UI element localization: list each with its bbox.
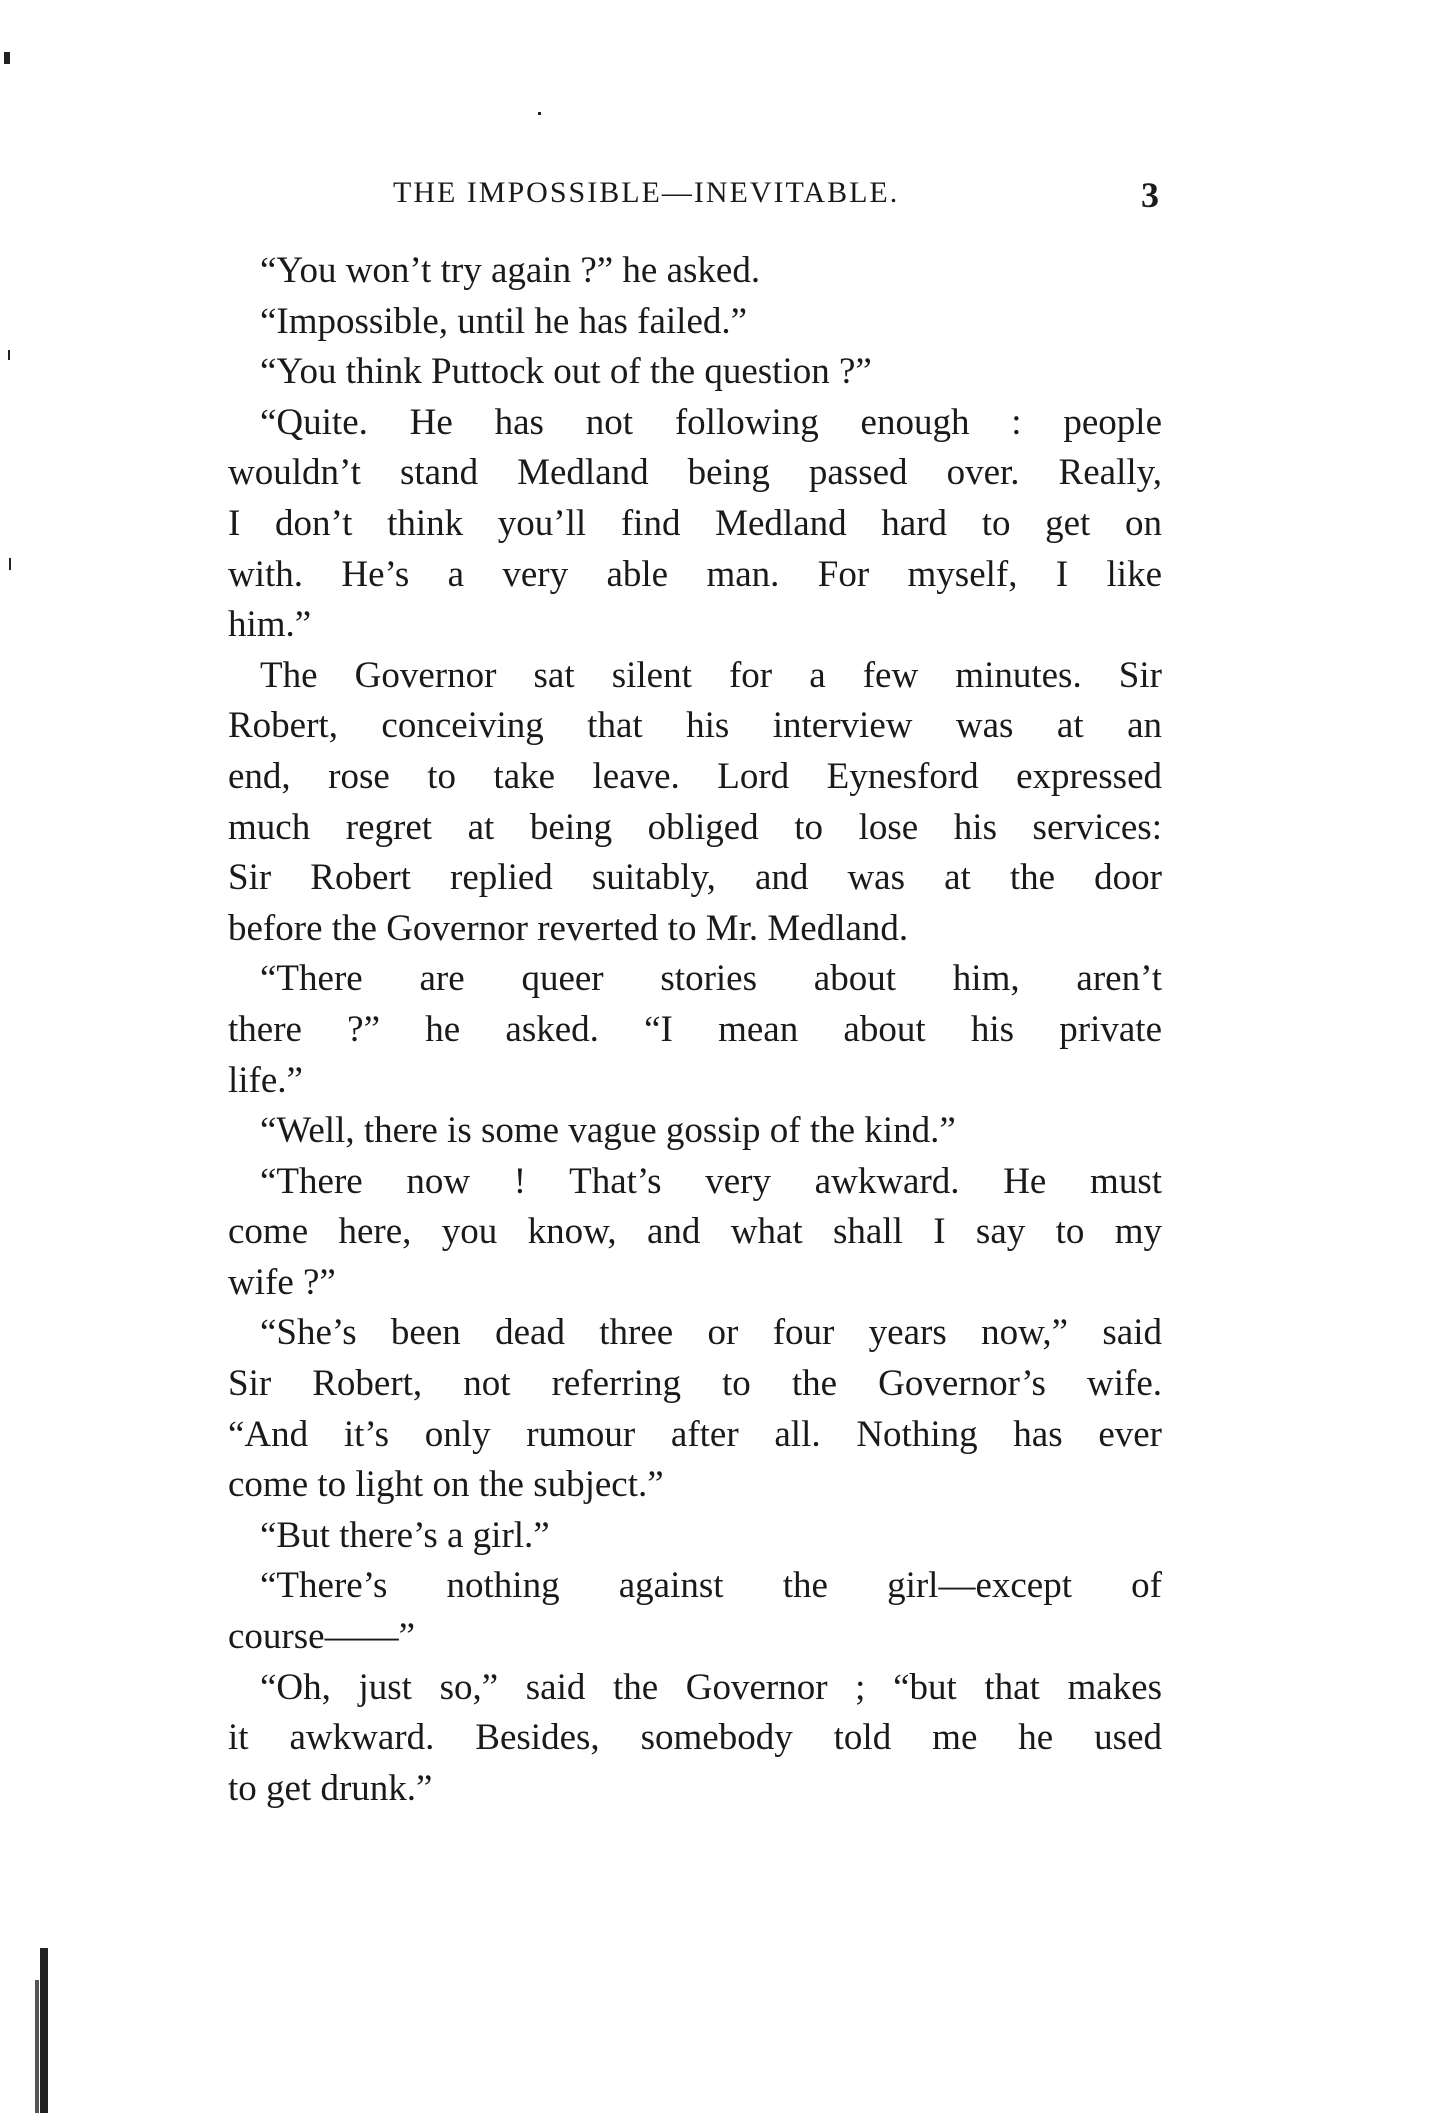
text-line: “And it’s only rumour after all. Nothing has ever (228, 1413, 1162, 1455)
page-number: 3 (1141, 175, 1161, 215)
text-line: end, rose to take leave. Lord Eynesford expressed (228, 755, 1162, 797)
binding-shadow (35, 1980, 39, 2113)
text-line: Sir Robert replied suitably, and was at the door (228, 857, 1162, 899)
text-line: “Oh, just so,” said the Governor ; “but that makes (260, 1666, 1162, 1708)
text-line: “Impossible, until he has failed.” (260, 300, 748, 342)
text-line: “But there’s a girl.” (260, 1514, 550, 1556)
text-line: life.” (228, 1059, 303, 1101)
text-line: “There are queer stories about him, aren’t (260, 958, 1162, 1000)
text-line: come to light on the subject.” (228, 1464, 664, 1506)
margin-speck (9, 558, 11, 570)
margin-speck (8, 350, 10, 360)
text-line: to get drunk.” (228, 1767, 433, 1809)
text-line: “She’s been dead three or four years now,” said (260, 1312, 1162, 1354)
margin-speck (4, 52, 10, 64)
margin-speck (538, 112, 541, 115)
text-line: “You won’t try again ?” he asked. (260, 250, 761, 291)
text-line: it awkward. Besides, somebody told me he used (228, 1717, 1162, 1759)
text-line: Robert, conceiving that his interview was at an (228, 705, 1162, 747)
text-line: wife ?” (228, 1261, 336, 1303)
text-line: before the Governor reverted to Mr. Medland. (228, 907, 909, 949)
text-line: I don’t think you’ll find Medland hard to get on (228, 502, 1162, 544)
text-line: there ?” he asked. “I mean about his private (228, 1008, 1162, 1050)
text-line: “There’s nothing against the girl—except of (260, 1565, 1162, 1607)
text-line: come here, you know, and what shall I say to my (228, 1211, 1162, 1253)
text-line: The Governor sat silent for a few minutes. Sir (260, 654, 1162, 696)
text-line: much regret at being obliged to lose his services: (228, 806, 1162, 848)
running-title: THE IMPOSSIBLE—INEVITABLE. (393, 176, 900, 209)
text-line: “Quite. He has not following enough : people (260, 401, 1162, 443)
text-line: “There now ! That’s very awkward. He must (260, 1160, 1162, 1202)
text-line: with. He’s a very able man. For myself, I like (228, 553, 1162, 595)
text-line: “You think Puttock out of the question ?” (260, 351, 872, 393)
body-text (228, 246, 1162, 1814)
text-line: course——” (228, 1616, 415, 1658)
running-head (393, 176, 1173, 220)
text-line: “Well, there is some vague gossip of the kind.” (260, 1110, 956, 1152)
text-line: wouldn’t stand Medland being passed over. Really, (228, 452, 1162, 494)
text-line: Sir Robert, not referring to the Governor’s wife. (228, 1363, 1162, 1405)
binding-shadow (40, 1948, 48, 2113)
text-line: him.” (228, 604, 312, 646)
